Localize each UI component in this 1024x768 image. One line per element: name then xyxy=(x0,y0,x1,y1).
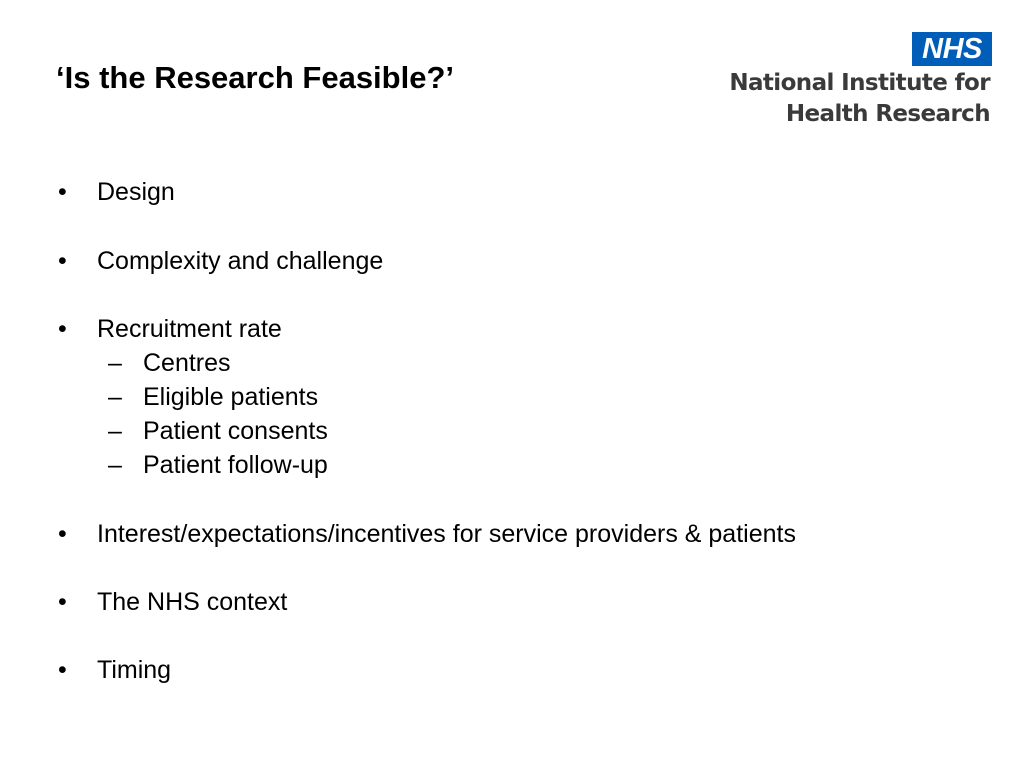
dash-marker: – xyxy=(108,417,122,445)
sub-list-item-text: Patient follow-up xyxy=(143,451,328,479)
bullet-marker: • xyxy=(58,247,67,275)
bullet-marker: • xyxy=(58,520,67,548)
logo-org-line-1: National Institute for xyxy=(729,70,990,96)
list-item-text: Timing xyxy=(97,656,172,684)
nhs-logo-badge: NHS xyxy=(912,32,992,66)
list-item-text: The NHS context xyxy=(97,588,288,616)
sub-list-item-text: Eligible patients xyxy=(143,383,319,411)
list-item-text: Interest/expectations/incentives for service providers & patients xyxy=(97,520,796,548)
list-item-text: Recruitment rate xyxy=(97,315,282,343)
dash-marker: – xyxy=(108,451,122,479)
sub-list-item-text: Patient consents xyxy=(143,417,328,445)
bullet-marker: • xyxy=(58,656,67,684)
bullet-marker: • xyxy=(58,588,67,616)
list-item-text: Design xyxy=(97,178,175,206)
slide-title: ‘Is the Research Feasible?’ xyxy=(56,60,455,95)
bullet-marker: • xyxy=(58,315,67,343)
dash-marker: – xyxy=(108,349,122,377)
logo-org-line-2: Health Research xyxy=(785,101,990,127)
dash-marker: – xyxy=(108,383,122,411)
list-item-text: Complexity and challenge xyxy=(97,247,384,275)
bullet-marker: • xyxy=(58,178,67,206)
sub-list-item-text: Centres xyxy=(143,349,231,377)
